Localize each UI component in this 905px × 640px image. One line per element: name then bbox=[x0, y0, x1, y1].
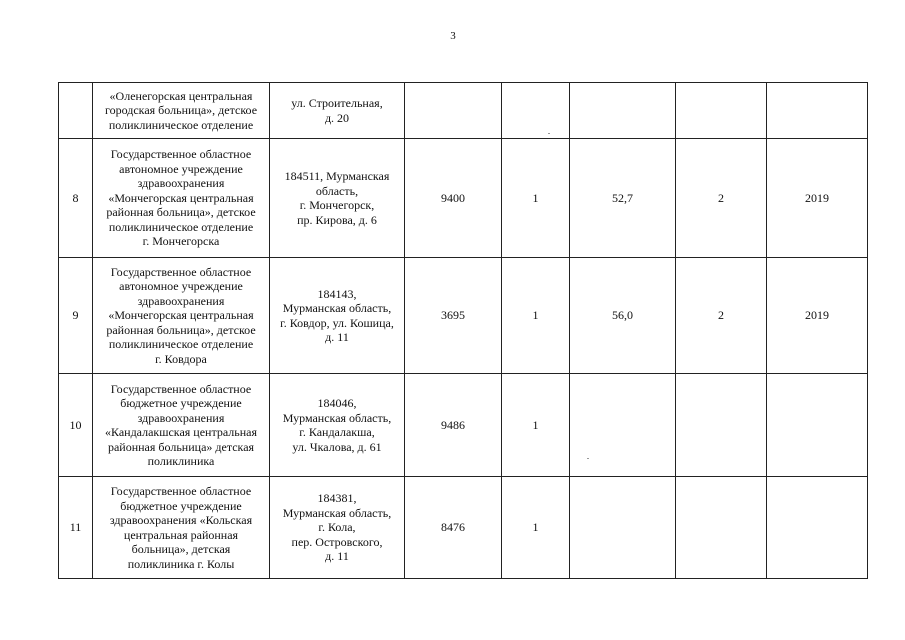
row-number-cell bbox=[59, 83, 93, 139]
row-number-cell: 9 bbox=[59, 258, 93, 374]
value-cell-4 bbox=[676, 477, 767, 579]
institution-name-cell: «Оленегорская центральная городская больница», детское поликлиническое отделение bbox=[93, 83, 270, 139]
address-cell: ул. Строительная, д. 20 bbox=[270, 83, 405, 139]
value-cell-4: 2 bbox=[676, 258, 767, 374]
address-cell: 184381, Мурманская область, г. Кола, пер. Островского, д. 11 bbox=[270, 477, 405, 579]
value-cell-3 bbox=[570, 374, 676, 477]
value-cell-5 bbox=[767, 83, 868, 139]
value-cell-4 bbox=[676, 374, 767, 477]
row-number-cell: 8 bbox=[59, 139, 93, 258]
value-cell-1 bbox=[405, 83, 502, 139]
address-cell: 184143, Мурманская область, г. Ковдор, ул. Кошица, д. 11 bbox=[270, 258, 405, 374]
institution-name-cell: Государственное областное автономное учреждение здравоохранения «Мончегорская центральная районная больница», детское поликлиническое отделение г. Ковдора bbox=[93, 258, 270, 374]
value-cell-2 bbox=[502, 83, 570, 139]
value-cell-4 bbox=[676, 83, 767, 139]
value-cell-2: 1 bbox=[502, 374, 570, 477]
table-row bbox=[59, 139, 868, 258]
value-cell-1: 9400 bbox=[405, 139, 502, 258]
value-cell-5 bbox=[767, 477, 868, 579]
address-cell: 184511, Мурманская область, г. Мончегорск, пр. Кирова, д. 6 bbox=[270, 139, 405, 258]
institution-name-cell: Государственное областное автономное учреждение здравоохранения «Мончегорская центральная районная больница», детское поликлиническое отделение г. Мончегорска bbox=[93, 139, 270, 258]
value-cell-2: 1 bbox=[502, 477, 570, 579]
institution-name-cell: Государственное областное бюджетное учреждение здравоохранения «Кандалакшская центральная районная больница» детская поликлиника bbox=[93, 374, 270, 477]
value-cell-5: 2019 bbox=[767, 258, 868, 374]
scan-speck bbox=[548, 133, 550, 134]
value-cell-3: 56,0 bbox=[570, 258, 676, 374]
value-cell-2: 1 bbox=[502, 258, 570, 374]
row-number-cell: 10 bbox=[59, 374, 93, 477]
value-cell-3 bbox=[570, 477, 676, 579]
value-cell-1: 3695 bbox=[405, 258, 502, 374]
value-cell-1: 9486 bbox=[405, 374, 502, 477]
value-cell-5: 2019 bbox=[767, 139, 868, 258]
address-cell: 184046, Мурманская область, г. Кандалакша, ул. Чкалова, д. 61 bbox=[270, 374, 405, 477]
table-row bbox=[59, 477, 868, 579]
value-cell-1: 8476 bbox=[405, 477, 502, 579]
institution-name-cell: Государственное областное бюджетное учреждение здравоохранения «Кольская центральная районная больница», детская поликлиника г. Колы bbox=[93, 477, 270, 579]
page-number: 3 bbox=[450, 30, 456, 42]
row-number-cell: 11 bbox=[59, 477, 93, 579]
value-cell-2: 1 bbox=[502, 139, 570, 258]
value-cell-3 bbox=[570, 83, 676, 139]
value-cell-4: 2 bbox=[676, 139, 767, 258]
value-cell-5 bbox=[767, 374, 868, 477]
table-row bbox=[59, 83, 868, 139]
facilities-table bbox=[58, 82, 868, 579]
table-row bbox=[59, 258, 868, 374]
value-cell-3: 52,7 bbox=[570, 139, 676, 258]
table-row bbox=[59, 374, 868, 477]
scan-speck bbox=[587, 458, 589, 459]
